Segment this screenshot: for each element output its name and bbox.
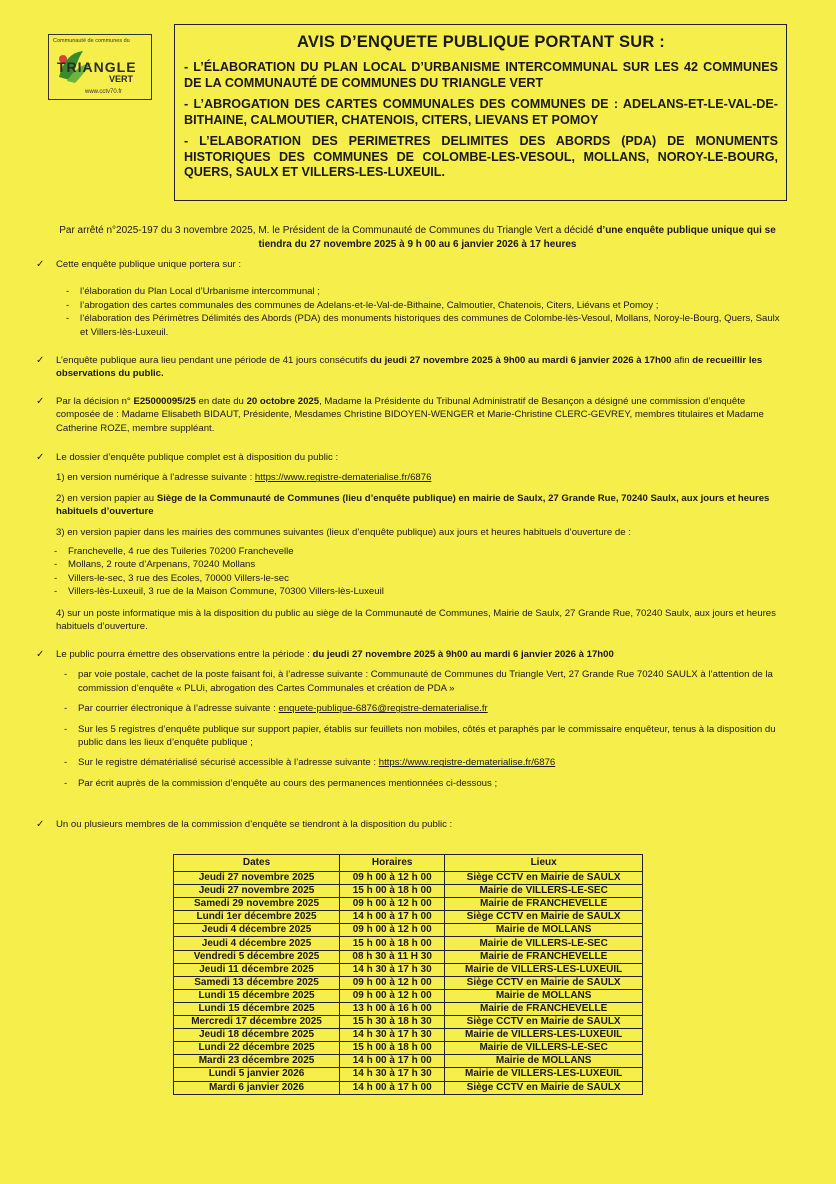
check-icon: ✓: [36, 396, 45, 407]
lieu-cell: Mairie de MOLLANS: [445, 1055, 643, 1068]
section-duree: [36, 354, 786, 381]
list-item: - l’abrogation des cartes communales des communes de Adelans-et-le-Val-de-Bithaine, Calmoutier, Chatenois, Citers, Liévans et Pomoy ;: [36, 299, 786, 312]
duree-normal: L’enquête publique aura lieu pendant une période de 41 jours consécutifs: [56, 355, 368, 366]
section-observations: [36, 648, 786, 797]
observations-lead-bold: du jeudi 27 novembre 2025 à 9h00 au mardi 6 janvier 2026 à 17h00: [312, 649, 614, 660]
lieu-cell: Mairie de FRANCHEVELLE: [445, 1002, 643, 1015]
header-lieux: Lieux: [445, 855, 643, 872]
section-objet-lead: Cette enquête publique unique portera sur :: [56, 259, 242, 270]
horaire-cell: 09 h 00 à 12 h 00: [340, 976, 445, 989]
date-cell: Mardi 23 décembre 2025: [174, 1055, 340, 1068]
table-header-row: [174, 855, 643, 872]
title-item-plui: - L’ÉLABORATION DU PLAN LOCAL D’URBANISME INTERCOMMUNAL SUR LES 42 COMMUNES DE LA COMMUNAUTÉ DE COMMUNES DU TRIANGLE VERT: [184, 60, 778, 90]
lieu-cell: Mairie de FRANCHEVELLE: [445, 950, 643, 963]
check-icon: ✓: [36, 819, 45, 830]
date-cell: Jeudi 4 décembre 2025: [174, 924, 340, 937]
horaire-cell: 15 h 00 à 18 h 00: [340, 1042, 445, 1055]
horaire-cell: 14 h 00 à 17 h 00: [340, 1055, 445, 1068]
commission-date: 20 octobre 2025: [246, 396, 320, 407]
table-row: [174, 1042, 643, 1055]
intro-paragraph: [50, 224, 785, 251]
table-row: [174, 924, 643, 937]
registre-label: Sur le registre dématérialisé sécurisé accessible à l’adresse suivante :: [78, 757, 377, 769]
table-row: [174, 937, 643, 950]
objet-list: [36, 285, 786, 339]
list-item: [36, 702, 786, 715]
table-row: [174, 950, 643, 963]
commission-p3: , Madame la Présidente du Tribunal Administratif de Besançon a désigné une commission d’enquête composée de : Madame Elisabeth BIDAUT, Présidente, Mesdames Christine BIDOYEN-WENGER et Marie-Christine CLERC-GEVREY, membres titulaires et Madame Catherine ROZE, membre suppléant.: [56, 396, 764, 434]
list-item: - Franchevelle, 4 rue des Tuileries 70200 Franchevelle: [36, 545, 786, 558]
dossier-item-4: 4) sur un poste informatique mis à la disposition du public au siège de la Communauté de Communes, Mairie de Saulx, 27 Grande Rue, 70240 Saulx, aux jours et heures habituels d’ouverture.: [56, 607, 776, 633]
check-icon: ✓: [36, 649, 45, 660]
table-row: [174, 911, 643, 924]
date-cell: Jeudi 27 novembre 2025: [174, 885, 340, 898]
date-cell: Samedi 29 novembre 2025: [174, 898, 340, 911]
permanences-table: [173, 854, 643, 1095]
table-row: [174, 1055, 643, 1068]
date-cell: Lundi 5 janvier 2026: [174, 1068, 340, 1081]
observations-lead: [56, 648, 786, 661]
mairies-list: [36, 545, 786, 599]
triangle-vert-logo: [48, 34, 152, 100]
list-item: - par voie postale, cachet de la poste faisant foi, à l’adresse suivante : Communauté de Communes du Triangle Vert, 27 Grande Rue 70240 SAULX à l’attention de la commission d’enquête « PLUi, abrogation des Cartes Communales et création de PDA »: [36, 668, 786, 695]
page-title: AVIS D’ENQUETE PUBLIQUE PORTANT SUR :: [297, 33, 665, 51]
commission-p2: en date du: [198, 396, 244, 407]
check-icon: ✓: [36, 355, 45, 366]
logo-top-text: Communauté de communes du: [53, 38, 130, 44]
lieu-cell: Mairie de VILLERS-LES-LUXEUIL: [445, 963, 643, 976]
date-cell: Lundi 1er décembre 2025: [174, 911, 340, 924]
check-icon: ✓: [36, 259, 45, 270]
intro-bold: d’une enquête publique unique qui se tiendra du 27 novembre 2025 à 9 h 00 au 6 janvier 2026 à 17 heures: [258, 225, 776, 250]
table-row: [174, 872, 643, 885]
section-objet: [36, 258, 786, 339]
dossier-item-2: [56, 492, 786, 519]
horaire-cell: 09 h 00 à 12 h 00: [340, 898, 445, 911]
table-row: [174, 885, 643, 898]
title-item-abrogation: - L’ABROGATION DES CARTES COMMUNALES DES COMMUNES DE : ADELANS-ET-LE-VAL-DE-BITHAINE, CALMOUTIER, CHATENOIS, CITERS, LIEVANS ET POMOY: [184, 97, 778, 127]
title-box: [174, 24, 787, 201]
logo-word-triangle: TRIANGLE: [57, 59, 137, 75]
table-row: [174, 989, 643, 1002]
list-item: - Mollans, 2 route d’Arpenans, 70240 Mollans: [36, 558, 786, 571]
header-dates: Dates: [174, 855, 340, 872]
email-link[interactable]: enquete-publique-6876@registre-dematerialise.fr: [278, 703, 488, 715]
table-row: [174, 898, 643, 911]
duree-normal2: afin: [674, 355, 690, 366]
table-row: [174, 1068, 643, 1081]
date-cell: Vendredi 5 décembre 2025: [174, 950, 340, 963]
table-row: [174, 1081, 643, 1094]
logo-url: www.cctv70.fr: [85, 89, 123, 95]
list-item: - Villers-le-sec, 3 rue des Ecoles, 70000 Villers-le-sec: [36, 572, 786, 585]
horaire-cell: 15 h 00 à 18 h 00: [340, 937, 445, 950]
horaire-cell: 15 h 00 à 18 h 00: [340, 885, 445, 898]
horaire-cell: 09 h 00 à 12 h 00: [340, 924, 445, 937]
duree-bold2: de recueillir les observations du public.: [56, 355, 763, 380]
table-row: [174, 963, 643, 976]
date-cell: Samedi 13 décembre 2025: [174, 976, 340, 989]
list-item: [36, 756, 786, 769]
intro-normal: Par arrêté n°2025-197 du 3 novembre 2025, M. le Président de la Communauté de Communes du Triangle Vert a décidé: [59, 225, 594, 236]
section-commission: [36, 395, 786, 435]
commission-p1: Par la décision n°: [56, 396, 131, 407]
observations-list: [36, 668, 786, 790]
lieu-cell: Mairie de VILLERS-LE-SEC: [445, 937, 643, 950]
observations-lead-normal: Le public pourra émettre des observations entre la période :: [56, 649, 310, 660]
date-cell: Mercredi 17 décembre 2025: [174, 1016, 340, 1029]
table-row: [174, 1016, 643, 1029]
list-item: - Par écrit auprès de la commission d’enquête au cours des permanences mentionnées ci-dessous ;: [36, 777, 786, 790]
registre-dematerialise-link[interactable]: https://www.registre-dematerialise.fr/6876: [378, 757, 556, 769]
date-cell: Jeudi 18 décembre 2025: [174, 1029, 340, 1042]
table-row: [174, 1029, 643, 1042]
email-label: Par courrier électronique à l’adresse suivante :: [78, 703, 276, 715]
horaire-cell: 14 h 30 à 17 h 30: [340, 963, 445, 976]
check-icon: ✓: [36, 452, 45, 463]
table-row: [174, 976, 643, 989]
dossier-item-2-normal: 2) en version papier au: [56, 492, 155, 504]
dossier-item-1: [56, 471, 786, 484]
section-dossier-lead: Le dossier d’enquête publique complet est à disposition du public :: [56, 452, 339, 463]
lieu-cell: Siège CCTV en Mairie de SAULX: [445, 976, 643, 989]
dossier-item-2-bold: Siège de la Communauté de Communes (lieu d’enquête publique) en mairie de Saulx, 27 Grande Rue, 70240 Saulx, aux jours et heures habituels d’ouverture: [56, 492, 770, 518]
date-cell: Lundi 15 décembre 2025: [174, 1002, 340, 1015]
lieu-cell: Mairie de VILLERS-LE-SEC: [445, 885, 643, 898]
lieu-cell: Mairie de VILLERS-LES-LUXEUIL: [445, 1068, 643, 1081]
lieu-cell: Siège CCTV en Mairie de SAULX: [445, 1081, 643, 1094]
horaire-cell: 13 h 00 à 16 h 00: [340, 1002, 445, 1015]
horaire-cell: 14 h 00 à 17 h 00: [340, 1081, 445, 1094]
permanences-lead: Un ou plusieurs membres de la commission d’enquête se tiendront à la disposition du public :: [56, 819, 453, 830]
dossier-item-1-text: 1) en version numérique à l’adresse suivante :: [56, 472, 253, 484]
lieu-cell: Mairie de FRANCHEVELLE: [445, 898, 643, 911]
list-item: - l’élaboration du Plan Local d’Urbanisme intercommunal ;: [36, 285, 786, 298]
lieu-cell: Mairie de MOLLANS: [445, 924, 643, 937]
logo-word-vert: VERT: [109, 74, 134, 84]
horaire-cell: 08 h 30 à 11 H 30: [340, 950, 445, 963]
commission-decision-number: E25000095/25: [133, 396, 196, 407]
horaire-cell: 15 h 30 à 18 h 30: [340, 1016, 445, 1029]
lieu-cell: Siège CCTV en Mairie de SAULX: [445, 872, 643, 885]
list-item: - Sur les 5 registres d’enquête publique sur support papier, établis sur feuillets non mobiles, côtés et paraphés par le commissaire enquêteur, tenus à la disposition du public dans les lieux d’enquête publique ;: [36, 723, 786, 750]
date-cell: Jeudi 11 décembre 2025: [174, 963, 340, 976]
date-cell: Lundi 15 décembre 2025: [174, 989, 340, 1002]
lieu-cell: Mairie de VILLERS-LE-SEC: [445, 1042, 643, 1055]
list-item: - Villers-lès-Luxeuil, 3 rue de la Maison Commune, 70300 Villers-lès-Luxeuil: [36, 585, 786, 598]
lieu-cell: Mairie de MOLLANS: [445, 989, 643, 1002]
lieu-cell: Siège CCTV en Mairie de SAULX: [445, 911, 643, 924]
lieu-cell: Mairie de VILLERS-LES-LUXEUIL: [445, 1029, 643, 1042]
horaire-cell: 14 h 00 à 17 h 00: [340, 911, 445, 924]
date-cell: Mardi 6 janvier 2026: [174, 1081, 340, 1094]
date-cell: Lundi 22 décembre 2025: [174, 1042, 340, 1055]
permanences-table-body: [174, 872, 643, 1095]
header-horaires: Horaires: [340, 855, 445, 872]
horaire-cell: 09 h 00 à 12 h 00: [340, 872, 445, 885]
section-duree-text: [56, 354, 786, 381]
dossier-item-3: 3) en version papier dans les mairies des communes suivantes (lieux d’enquête publique) aux jours et heures habituels d’ouverture de :: [56, 526, 631, 538]
duree-bold: du jeudi 27 novembre 2025 à 9h00 au mardi 6 janvier 2026 à 17h00: [370, 355, 672, 366]
date-cell: Jeudi 27 novembre 2025: [174, 872, 340, 885]
section-commission-text: [56, 395, 786, 435]
horaire-cell: 14 h 30 à 17 h 30: [340, 1029, 445, 1042]
date-cell: Jeudi 4 décembre 2025: [174, 937, 340, 950]
section-permanences: [36, 818, 786, 831]
lieu-cell: Siège CCTV en Mairie de SAULX: [445, 1016, 643, 1029]
title-item-pda: - L’ELABORATION DES PERIMETRES DELIMITES DES ABORDS (PDA) DE MONUMENTS HISTORIQUES DES COMMUNES DE COLOMBE-LES-VESOUL, MOLLANS, NOROY-LE-BOURG, QUERS, SAULX ET VILLERS-LES-LUXEUIL.: [184, 134, 778, 179]
table-row: [174, 1002, 643, 1015]
list-item: - l’élaboration des Périmètres Délimités des Abords (PDA) des monuments historiques des communes de Colombe-lès-Vesoul, Mollans, Noroy-le-Bourg, Quers, Saulx et Villers-lès-Luxeuil.: [36, 312, 786, 339]
registre-link[interactable]: https://www.registre-dematerialise.fr/6876: [254, 472, 432, 484]
section-dossier: [36, 451, 786, 633]
horaire-cell: 09 h 00 à 12 h 00: [340, 989, 445, 1002]
horaire-cell: 14 h 30 à 17 h 30: [340, 1068, 445, 1081]
